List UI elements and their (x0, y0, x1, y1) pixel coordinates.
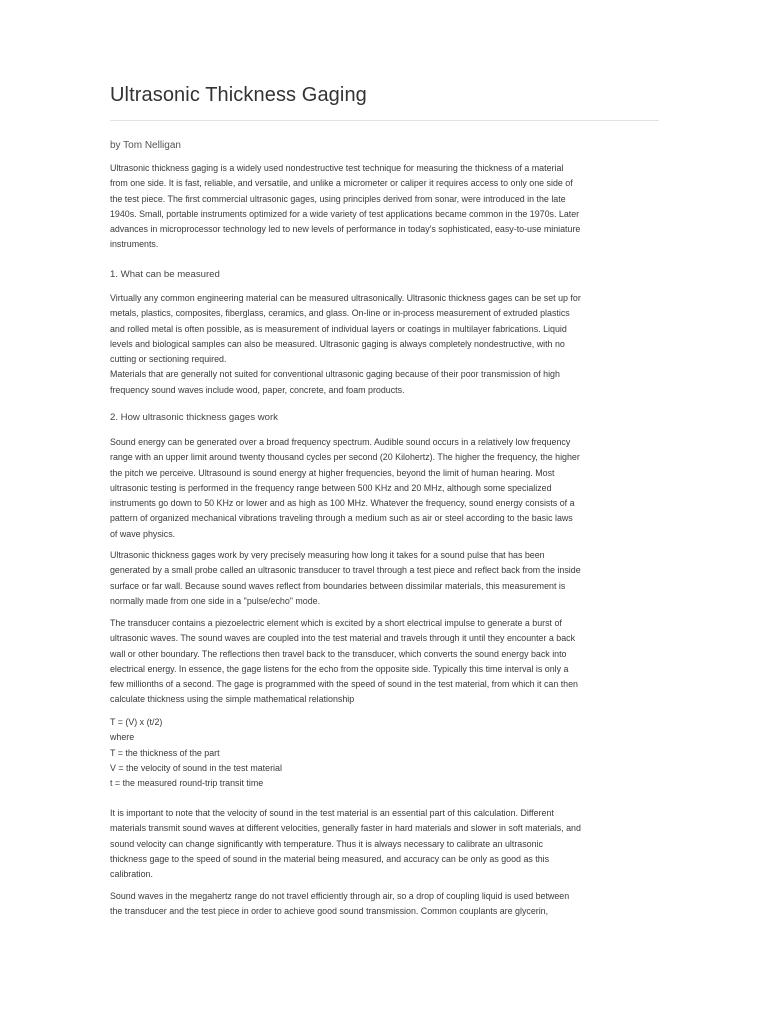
text-line: frequency sound waves include wood, paper, concrete, and foam products. (110, 384, 405, 395)
text-line: normally made from one side in a "pulse/echo" mode. (110, 595, 321, 606)
text-line: materials transmit sound waves at different velocities, generally faster in hard materials and slower in soft materials, and (110, 823, 581, 834)
text-line: Ultrasonic thickness gaging is a widely used nondestructive test technique for measuring the thickness of a material (110, 163, 564, 173)
text-line: levels and biological samples can also be measured. Ultrasonic gaging is always completely nondestructive, with no (110, 338, 565, 349)
text-line: Ultrasonic thickness gages work by very precisely measuring how long it takes for a sound pulse that has been (110, 550, 545, 560)
section2-paragraph-4 (110, 806, 659, 882)
section2-paragraph-1 (110, 435, 659, 542)
text-line: Virtually any common engineering material can be measured ultrasonically. Ultrasonic thickness gages can be set up for (110, 293, 581, 303)
text-line: Sound waves in the megahertz range do not travel efficiently through air, so a drop of coupling liquid is used between (110, 891, 570, 901)
text-line: calibration. (110, 869, 153, 880)
text-line: sound velocity can change significantly with temperature. Thus it is always necessary to calibrate an ultrasonic (110, 838, 543, 849)
section-heading-what-can-be-measured: 1. What can be measured (110, 269, 220, 280)
text-line: calculate thickness using the simple mathematical relationship (110, 694, 355, 705)
text-line: from one side. It is fast, reliable, and versatile, and unlike a micrometer or caliper it requires access to only one side of (110, 178, 573, 189)
text-line: The transducer contains a piezoelectric element which is excited by a short electrical impulse to generate a burst of (110, 618, 562, 628)
text-line: ultrasonic waves. The sound waves are coupled into the test material and travels through it until they encounter a back (110, 633, 576, 644)
intro-paragraph (110, 161, 659, 253)
text-line: generated by a small probe called an ultrasonic transducer to travel through a test piece and reflect back from the inside (110, 565, 581, 576)
text-line: advances in microprocessor technology led to new levels of performance in today's sophisticated, easy-to-use miniature (110, 224, 581, 235)
text-line: thickness gage to the speed of sound in the material being measured, and accuracy can be only as good as this (110, 853, 550, 864)
text-line: Materials that are generally not suited for conventional ultrasonic gaging because of their poor transmission of high (110, 369, 560, 380)
text-line: instruments go down to 50 KHz or lower and as high as 100 MHz. Whatever the frequency, sound energy consists of a (110, 498, 575, 509)
section1-paragraph (110, 291, 659, 398)
text-line: surface or far wall. Because sound waves reflect from boundaries between dissimilar materials, this measurement is (110, 580, 566, 591)
section-heading-how-gages-work: 2. How ultrasonic thickness gages work (110, 412, 278, 423)
text-line: T = the thickness of the part (110, 747, 220, 758)
byline: by Tom Nelligan (110, 140, 181, 151)
text-line: range with an upper limit around twenty thousand cycles per second (20 Kilohertz). The higher the frequency, the higher (110, 452, 580, 463)
text-line: the transducer and the test piece in order to achieve good sound transmission. Common couplants are glycerin, (110, 906, 549, 917)
section2-paragraph-2 (110, 548, 659, 609)
text-line: the test piece. The first commercial ultrasonic gages, using principles derived from sonar, were introduced in the late (110, 193, 566, 204)
text-line: V = the velocity of sound in the test material (110, 762, 282, 773)
section2-paragraph-5 (110, 889, 659, 920)
text-line: the pitch we perceive. Ultrasound is sound energy at higher frequencies, beyond the limit of human hearing. Most (110, 467, 555, 478)
text-line: ultrasonic testing is performed in the frequency range between 500 KHz and 20 MHz, although some specialized (110, 482, 552, 493)
text-line: cutting or sectioning required. (110, 354, 227, 365)
text-line: Sound energy can be generated over a broad frequency spectrum. Audible sound occurs in a relatively low frequency (110, 437, 571, 447)
text-line: of wave physics. (110, 528, 176, 539)
text-line: t = the measured round-trip transit time (110, 778, 264, 789)
text-line: It is important to note that the velocity of sound in the test material is an essential part of this calculation. Different (110, 808, 554, 818)
text-line: pattern of organized mechanical vibrations traveling through a medium such as air or steel according to the basic laws (110, 513, 573, 524)
text-line: wall or other boundary. The reflections then travel back to the transducer, which converts the sound energy back into (110, 648, 567, 659)
text-line: and rolled metal is often possible, as is measurement of individual layers or coatings in multilayer fabrications. Liquid (110, 323, 567, 334)
article-title: Ultrasonic Thickness Gaging (110, 84, 367, 106)
text-line: 1940s. Small, portable instruments optimized for a wide variety of test applications became common in the 1970s. Later (110, 208, 580, 219)
text-line: T = (V) x (t/2) (110, 717, 163, 727)
title-divider (110, 120, 659, 121)
text-line: instruments. (110, 239, 159, 250)
formula-block (110, 715, 659, 791)
text-line: electrical energy. In essence, the gage listens for the echo from the opposite side. Typically this time interval is only a (110, 663, 569, 674)
section2-paragraph-3 (110, 616, 659, 708)
text-line: few millionths of a second. The gage is programmed with the speed of sound in the test material, from which it can then (110, 679, 578, 690)
text-line: metals, plastics, composites, fiberglass, ceramics, and glass. On-line or in-process measurement of extruded plastics (110, 308, 570, 319)
text-line: where (110, 732, 135, 743)
